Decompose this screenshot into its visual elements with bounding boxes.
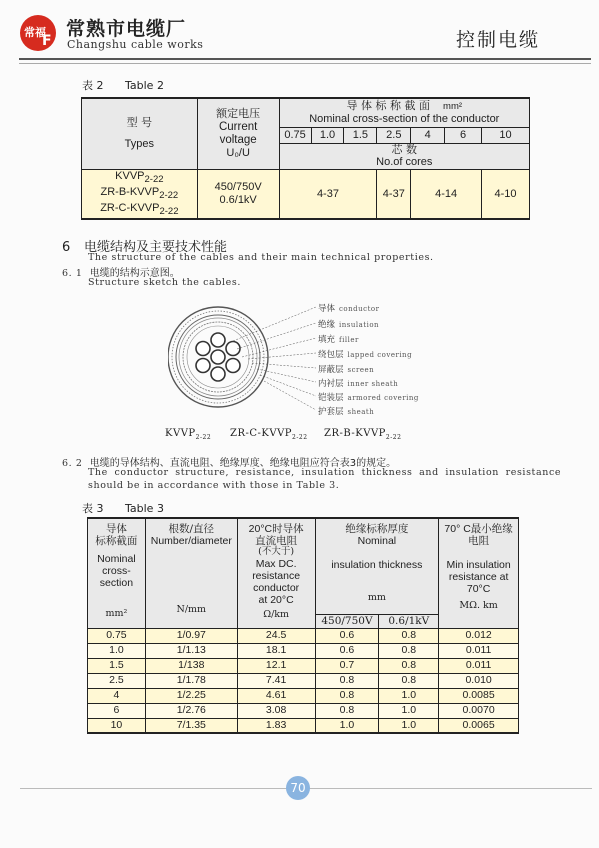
section-header-en: Nominal cross-section of the conductor <box>309 112 500 125</box>
table2-section-header <box>279 98 529 127</box>
header-cn: 电阻 <box>468 535 490 548</box>
header-cn: 20°C时导体 <box>248 523 304 535</box>
header-cn: 导体 <box>105 523 127 535</box>
table-cell: 0.8 <box>315 688 379 703</box>
header-en: Nominal <box>97 553 136 566</box>
brand-name-cn: 常熟市电缆厂 <box>66 18 187 40</box>
size-header: 1.5 <box>344 127 377 143</box>
section-number: 6 <box>62 240 71 255</box>
subsection-title-cn: 电缆的结构示意图。 <box>89 268 180 279</box>
label-en: insulation <box>339 321 380 329</box>
table2-caption-en: Table 2 <box>125 79 164 92</box>
cores-cell: 4-14 <box>411 169 482 219</box>
voltage-1: 450/750V <box>214 181 262 194</box>
label-filler <box>318 333 359 345</box>
table-cell: 4 <box>88 688 146 703</box>
table-cell: 0.8 <box>315 703 379 718</box>
section-header-cn: 导 体 标 称 截 面 <box>346 98 430 112</box>
subsection-text-en-1: The conductor structure, resistance, insulation thickness and insulation resistance <box>88 467 562 478</box>
header-divider-thin <box>19 63 591 64</box>
table-row <box>88 718 519 733</box>
table-cell: 0.8 <box>315 673 379 688</box>
table-cell: 0.010 <box>439 673 519 688</box>
header-en: conductor <box>253 582 300 595</box>
table-row <box>88 703 519 718</box>
table-cell: 0.012 <box>439 628 519 643</box>
header-en: at 20°C <box>258 594 294 607</box>
header-dc-resistance <box>237 518 315 628</box>
table2-caption-cn: 表 2 <box>82 79 104 92</box>
model-1: KVVP <box>115 169 145 182</box>
header-voltage-450-750: 450/750V <box>315 614 379 628</box>
header-unit: MΩ. km <box>459 600 498 612</box>
table-cell: 7.41 <box>237 673 315 688</box>
header-cn: 标称截面 <box>95 535 138 548</box>
table2-voltage-header <box>197 98 279 169</box>
header-cn: 绝缘标称厚度 <box>345 523 409 535</box>
header-unit: N/mm <box>176 604 207 616</box>
table-cell: 0.0070 <box>439 703 519 718</box>
header-en: Max DC. <box>255 558 297 571</box>
table-cell: 0.8 <box>379 658 439 673</box>
table-cell: 0.8 <box>379 673 439 688</box>
size-header: 10 <box>482 127 530 143</box>
header-unit: mm <box>367 592 386 604</box>
model-subscript: 2-22 <box>292 434 308 441</box>
label-sheath <box>318 405 374 417</box>
label-en: filler <box>339 336 359 344</box>
voltage-header-cn: 额定电压 <box>216 107 261 121</box>
size-header: 0.75 <box>279 127 311 143</box>
table2-caption <box>82 77 164 93</box>
type-header-cn: 型 号 <box>126 116 153 130</box>
label-cn: 屏蔽层 <box>318 365 344 375</box>
table-row <box>88 643 519 658</box>
cable-cross-section-diagram <box>168 293 318 423</box>
diagram-model-1 <box>165 428 211 441</box>
header-cn: 直流电阻 <box>255 535 298 548</box>
table-cell: 24.5 <box>237 628 315 643</box>
table-cell: 12.1 <box>237 658 315 673</box>
header-en: cross- <box>102 565 131 578</box>
header-en: insulation thickness <box>331 559 423 572</box>
table-cell: 0.011 <box>439 658 519 673</box>
label-en: sheath <box>347 408 375 416</box>
table-cell: 0.6 <box>315 628 379 643</box>
table-row <box>88 628 519 643</box>
label-armored-covering <box>318 391 419 403</box>
cores-header-en: No.of cores <box>376 156 433 169</box>
table-row <box>88 658 519 673</box>
logo <box>20 15 56 51</box>
model-cell <box>82 169 198 219</box>
model-name: ZR-C-KVVP <box>230 428 293 439</box>
label-cn: 护套层 <box>318 407 344 417</box>
header-min-insulation-resistance <box>439 518 519 628</box>
page-title: 控制电缆 <box>456 29 541 51</box>
model-subscript: 2-22 <box>195 434 212 441</box>
size-header: 4 <box>411 127 445 143</box>
table-cell: 0.0065 <box>439 718 519 733</box>
cores-cell: 4-37 <box>377 169 411 219</box>
size-header: 1.0 <box>311 127 344 143</box>
voltage-header-en2: voltage <box>219 133 257 146</box>
header-cn: 根数/直径 <box>168 523 215 535</box>
cores-header <box>279 143 529 169</box>
subsection-text-cn: 电缆的导体结构、直流电阻、绝缘厚度、绝缘电阻应符合表3的规定。 <box>89 458 397 469</box>
subsection-text-en-2: should be in accordance with those in Table 3. <box>88 480 340 491</box>
header-en: resistance at <box>448 571 509 584</box>
label-cn: 内衬层 <box>318 379 344 389</box>
table-cell: 1/138 <box>145 658 237 673</box>
table-cell: 0.75 <box>88 628 146 643</box>
table-cell: 4.61 <box>237 688 315 703</box>
table-cell: 0.0085 <box>439 688 519 703</box>
table-cell: 1.0 <box>315 718 379 733</box>
label-screen <box>318 363 374 375</box>
table-cell: 1.0 <box>379 703 439 718</box>
size-header: 6 <box>445 127 482 143</box>
cores-cell: 4-37 <box>279 169 377 219</box>
table-cell: 1/2.25 <box>145 688 237 703</box>
header-nominal-section <box>88 518 146 628</box>
header-en: Number/diameter <box>150 535 232 548</box>
table-row <box>88 673 519 688</box>
label-en: conductor <box>339 305 380 313</box>
cores-cell: 4-10 <box>482 169 530 219</box>
diagram-model-3 <box>324 428 401 441</box>
table-cell: 7/1.35 <box>145 718 237 733</box>
table-cell: 1/0.97 <box>145 628 237 643</box>
table-cell: 1.0 <box>88 643 146 658</box>
table2 <box>81 97 530 220</box>
header-unit: mm² <box>105 608 128 620</box>
model-2: ZR-B-KVVP <box>100 185 160 198</box>
subsection-number: 6. 2 <box>62 458 83 469</box>
logo-text: 常福 <box>24 26 46 39</box>
voltage-cell <box>197 169 279 219</box>
voltage-header-unit: U₀/U <box>226 147 250 160</box>
table2-type-header <box>82 98 198 169</box>
label-cn: 填充 <box>318 335 336 345</box>
header-unit: Ω/km <box>263 609 290 621</box>
label-en: inner sheath <box>347 380 399 388</box>
table-cell: 0.6 <box>315 643 379 658</box>
label-insulation <box>318 318 379 330</box>
table-cell: 1.0 <box>379 688 439 703</box>
table3-caption <box>82 500 164 516</box>
voltage-2: 0.6/1kV <box>219 193 257 206</box>
diagram-model-2 <box>230 428 308 441</box>
header-divider <box>19 58 591 60</box>
table-cell: 3.08 <box>237 703 315 718</box>
section-title-cn: 电缆结构及主要技术性能 <box>84 240 228 255</box>
table-cell: 10 <box>88 718 146 733</box>
table3-caption-cn: 表 3 <box>82 502 104 515</box>
table-cell: 6 <box>88 703 146 718</box>
size-header: 2.5 <box>377 127 411 143</box>
model-subscript: 2-22 <box>385 434 402 441</box>
label-en: lapped covering <box>347 351 413 359</box>
model-subscript: 2-22 <box>144 173 164 185</box>
table-cell: 1/1.13 <box>145 643 237 658</box>
label-cn: 绝缘 <box>318 320 336 330</box>
header-en: Min insulation <box>446 559 511 572</box>
table-cell: 1/1.78 <box>145 673 237 688</box>
header-insulation-thickness <box>315 518 439 614</box>
model-subscript: 2-22 <box>159 190 179 202</box>
subsection-number: 6. 1 <box>62 268 83 279</box>
header-en: resistance <box>252 570 301 583</box>
label-cn: 铠装层 <box>318 393 344 403</box>
header-voltage-0-6-1: 0.6/1kV <box>379 614 439 628</box>
header-en: section <box>99 577 134 590</box>
header-cn: (不大于) <box>258 546 295 558</box>
table-cell: 0.8 <box>379 643 439 658</box>
label-cn: 导体 <box>318 304 336 314</box>
table-cell: 2.5 <box>88 673 146 688</box>
leader-lines <box>233 307 316 410</box>
table-cell: 0.7 <box>315 658 379 673</box>
table-row <box>88 688 519 703</box>
label-cn: 绕包层 <box>318 350 344 360</box>
table-cell: 0.011 <box>439 643 519 658</box>
header-cn: 70° C最小绝缘 <box>444 523 513 535</box>
logo-letter: F <box>42 33 52 49</box>
voltage-header-en1: Current <box>218 120 258 133</box>
cores-header-cn: 芯 数 <box>391 142 418 156</box>
subsection-title-en: Structure sketch the cables. <box>88 277 241 288</box>
header-en: 70°C <box>466 583 491 596</box>
label-inner-sheath <box>318 377 398 389</box>
table3 <box>87 517 519 734</box>
table-cell: 1.83 <box>237 718 315 733</box>
table-cell: 1/2.76 <box>145 703 237 718</box>
section-header-unit: mm² <box>443 100 463 112</box>
model-subscript: 2-22 <box>159 206 179 218</box>
table3-caption-en: Table 3 <box>125 502 164 515</box>
label-conductor <box>318 302 379 314</box>
brand-name-en: Changshu cable works <box>67 38 204 51</box>
page-number: 70 <box>286 776 310 800</box>
header-en: Nominal <box>357 535 397 548</box>
model-name: KVVP <box>165 428 196 439</box>
label-en: armored covering <box>347 394 419 402</box>
header-number-diameter <box>145 518 237 628</box>
model-name: ZR-B-KVVP <box>324 428 386 439</box>
table-cell: 0.8 <box>379 628 439 643</box>
table-cell: 1.5 <box>88 658 146 673</box>
conductor-cores <box>196 333 240 381</box>
section-title-en: The structure of the cables and their main technical properties. <box>88 252 434 263</box>
label-lapped-covering <box>318 348 412 360</box>
model-3: ZR-C-KVVP <box>100 202 160 214</box>
table-cell: 1.0 <box>379 718 439 733</box>
type-header-en: Types <box>124 137 155 150</box>
table-cell: 18.1 <box>237 643 315 658</box>
label-en: screen <box>347 366 375 374</box>
